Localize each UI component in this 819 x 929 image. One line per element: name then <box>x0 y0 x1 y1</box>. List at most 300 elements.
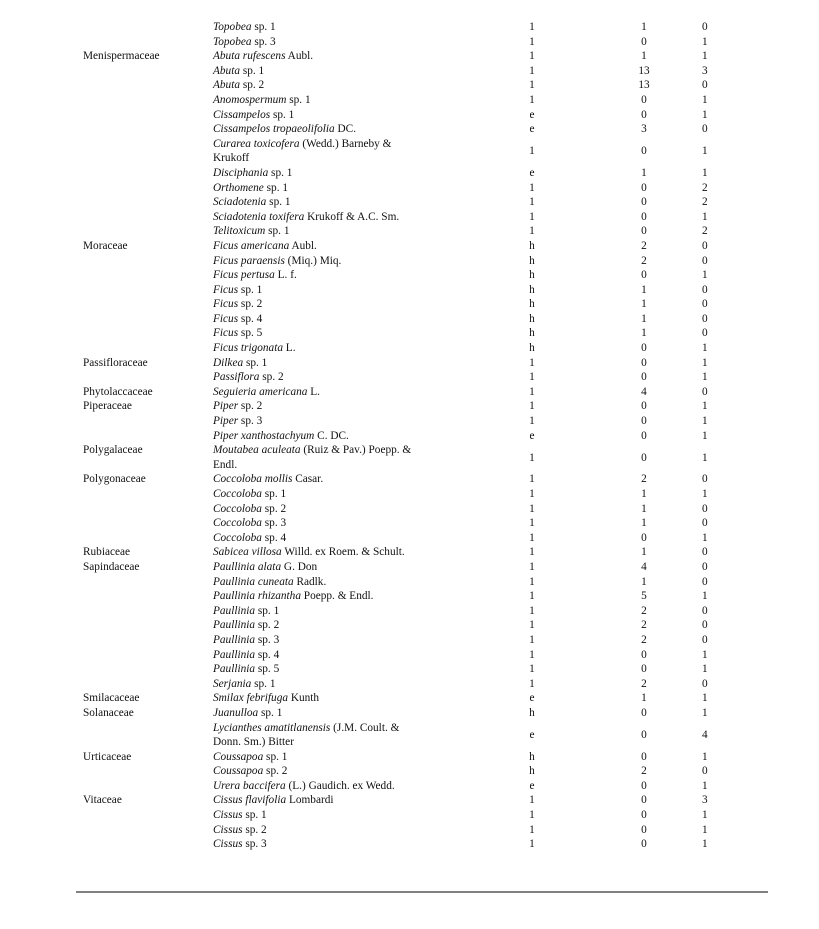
value-cell-2: 0 <box>641 210 647 223</box>
species-authority: sp. 2 <box>255 619 280 632</box>
species-name <box>213 823 425 838</box>
value-cell-1: 1 <box>529 35 535 48</box>
table-row <box>0 633 786 648</box>
species-cell <box>213 385 478 400</box>
species-name <box>213 545 425 560</box>
species-authority: sp. 1 <box>263 181 288 194</box>
species-binomial: Coussapoa <box>213 750 264 763</box>
value-cell-2: 5 <box>641 590 647 603</box>
value-cell-2: 2 <box>641 677 647 690</box>
table-row <box>0 575 786 590</box>
species-binomial: Ficus <box>213 298 239 311</box>
family-cell: Solanaceae <box>83 706 134 719</box>
value-cell-2: 0 <box>641 451 647 464</box>
species-name <box>213 560 425 575</box>
species-cell <box>213 750 478 765</box>
value-cell-3: 0 <box>702 517 708 530</box>
species-name <box>213 837 425 852</box>
species-name <box>213 721 425 750</box>
value-cell-1: h <box>529 254 535 267</box>
species-name <box>213 49 425 64</box>
family-cell <box>0 575 213 590</box>
value-cell-3: 1 <box>702 93 708 106</box>
value-cell-1: h <box>529 239 535 252</box>
species-cell <box>213 677 478 692</box>
value-cell-3: 1 <box>702 663 708 676</box>
species-authority: sp. 5 <box>238 327 263 340</box>
family-cell <box>0 210 213 225</box>
table-row <box>0 837 786 852</box>
species-cell <box>213 487 478 502</box>
table-row <box>0 326 786 341</box>
species-authority: sp. 1 <box>243 356 268 369</box>
species-binomial: Disciphania <box>213 166 269 179</box>
species-authority: (L.) Gaudich. ex Wedd. <box>285 779 395 792</box>
species-authority: sp. 1 <box>270 108 295 121</box>
species-binomial: Ficus trigonata <box>213 342 283 355</box>
species-authority: sp. 3 <box>242 838 267 851</box>
value-cell-1: 1 <box>529 371 535 384</box>
value-cell-2: 0 <box>641 342 647 355</box>
species-cell <box>213 793 478 808</box>
value-cell-2: 3 <box>641 123 647 136</box>
species-name <box>213 166 425 181</box>
family-cell <box>0 64 213 79</box>
species-authority: Radlk. <box>293 575 327 588</box>
family-cell <box>0 487 213 502</box>
value-cell-2: 2 <box>641 254 647 267</box>
table-row <box>0 239 786 254</box>
species-authority: sp. 2 <box>263 765 288 778</box>
value-cell-1: 1 <box>529 823 535 836</box>
species-name <box>213 20 425 35</box>
value-cell-3: 1 <box>702 488 708 500</box>
value-cell-1: 1 <box>529 546 535 559</box>
species-cell <box>213 341 478 356</box>
species-cell <box>213 356 478 371</box>
species-authority: Aubl. <box>289 239 317 252</box>
value-cell-3: 0 <box>702 765 708 778</box>
table-bottom-rule <box>76 891 768 893</box>
value-cell-1: 1 <box>529 400 535 413</box>
family-cell: Vitaceae <box>83 794 122 807</box>
value-cell-2: 1 <box>641 283 647 296</box>
species-cell <box>213 429 478 444</box>
species-binomial: Ficus pertusa <box>213 269 275 282</box>
value-cell-3: 2 <box>702 196 708 209</box>
value-cell-2: 0 <box>641 371 647 384</box>
value-cell-1: 1 <box>529 451 535 464</box>
table-row <box>0 224 786 239</box>
family-cell: Polygalaceae <box>83 444 143 457</box>
value-cell-2: 0 <box>641 400 647 413</box>
species-cell <box>213 443 478 472</box>
species-cell <box>213 297 478 312</box>
family-cell <box>0 137 213 166</box>
species-cell <box>213 589 478 604</box>
value-cell-3: 0 <box>702 619 708 632</box>
species-authority: sp. 2 <box>238 400 263 413</box>
species-authority: Aubl. <box>285 50 314 63</box>
species-cell <box>213 414 478 429</box>
species-name <box>213 706 425 721</box>
value-cell-1: 1 <box>529 385 535 398</box>
value-cell-2: 0 <box>641 809 647 822</box>
species-authority: sp. 1 <box>266 196 291 209</box>
family-cell: Smilacaceae <box>83 692 140 705</box>
value-cell-3: 4 <box>702 728 708 741</box>
family-cell <box>0 326 213 341</box>
table-row <box>0 312 786 327</box>
species-binomial: Cissampelos <box>213 108 271 121</box>
value-cell-1: h <box>529 750 535 763</box>
value-cell-3: 1 <box>702 356 708 369</box>
family-cell <box>0 181 213 196</box>
value-cell-3: 1 <box>702 166 708 179</box>
value-cell-3: 1 <box>702 451 708 464</box>
value-cell-3: 0 <box>702 239 708 252</box>
value-cell-1: 1 <box>529 794 535 807</box>
species-cell <box>213 837 478 852</box>
value-cell-2: 2 <box>641 633 647 646</box>
value-cell-1: 1 <box>529 210 535 223</box>
species-cell <box>213 706 478 721</box>
table-row <box>0 706 786 721</box>
value-cell-2: 2 <box>641 473 647 486</box>
table-row <box>0 721 786 750</box>
species-name <box>213 633 425 648</box>
value-cell-1: 1 <box>529 648 535 661</box>
value-cell-1: e <box>529 166 535 179</box>
value-cell-3: 2 <box>702 181 708 194</box>
table-row <box>0 662 786 677</box>
species-name <box>213 589 425 604</box>
species-authority: sp. 4 <box>255 648 280 661</box>
table-row <box>0 531 786 546</box>
species-cell <box>213 122 478 137</box>
table-row <box>0 502 786 517</box>
table-row <box>0 399 786 414</box>
value-cell-3: 1 <box>702 809 708 822</box>
species-name <box>213 750 425 765</box>
table-row <box>0 750 786 765</box>
table-row <box>0 604 786 619</box>
family-cell <box>0 166 213 181</box>
species-authority: sp. 2 <box>259 371 284 384</box>
species-name <box>213 618 425 633</box>
value-cell-1: 1 <box>529 517 535 530</box>
species-cell <box>213 108 478 123</box>
table-row <box>0 268 786 283</box>
family-cell <box>0 224 213 239</box>
value-cell-2: 4 <box>641 560 647 573</box>
table-row <box>0 122 786 137</box>
table-row <box>0 370 786 385</box>
value-cell-2: 1 <box>641 166 647 179</box>
species-name <box>213 793 425 808</box>
species-cell <box>213 516 478 531</box>
species-authority: (Wedd.) Barneby & Krukoff <box>213 137 392 165</box>
species-cell <box>213 166 478 181</box>
value-cell-2: 0 <box>641 108 647 121</box>
table-row <box>0 823 786 838</box>
value-cell-1: 1 <box>529 531 535 544</box>
family-cell: Sapindaceae <box>83 560 140 573</box>
value-cell-3: 1 <box>702 415 708 428</box>
value-cell-3: 1 <box>702 692 708 705</box>
species-authority: sp. 1 <box>238 283 263 296</box>
species-authority: Poepp. & Endl. <box>300 590 374 603</box>
value-cell-2: 1 <box>641 312 647 325</box>
species-cell <box>213 531 478 546</box>
species-cell <box>213 370 478 385</box>
species-cell <box>213 691 478 706</box>
value-cell-3: 1 <box>702 145 708 158</box>
value-cell-1: 1 <box>529 619 535 632</box>
value-cell-2: 4 <box>641 385 647 398</box>
family-cell <box>0 531 213 546</box>
species-name <box>213 516 425 531</box>
value-cell-1: 1 <box>529 79 535 92</box>
species-binomial: Coccoloba <box>213 517 262 530</box>
table-row <box>0 764 786 779</box>
value-cell-2: 0 <box>641 823 647 836</box>
value-cell-3: 1 <box>702 531 708 544</box>
species-binomial: Cissus <box>213 823 243 836</box>
family-cell: Polygonaceae <box>83 473 146 486</box>
table-row <box>0 195 786 210</box>
family-cell: Urticaceae <box>83 750 132 763</box>
family-cell <box>0 268 213 283</box>
family-cell <box>0 414 213 429</box>
species-name <box>213 370 425 385</box>
value-cell-3: 1 <box>702 779 708 792</box>
value-cell-3: 0 <box>702 327 708 340</box>
family-cell: Piperaceae <box>83 400 132 413</box>
species-cell <box>213 20 478 35</box>
table-row <box>0 181 786 196</box>
table-row <box>0 108 786 123</box>
species-binomial: Lycianthes amatitlanensis <box>213 721 331 734</box>
species-binomial: Piper <box>213 415 239 428</box>
species-binomial: Paullinia <box>213 663 256 676</box>
species-name <box>213 312 425 327</box>
species-name <box>213 472 425 487</box>
family-cell: Rubiaceae <box>83 546 131 559</box>
table-row <box>0 691 786 706</box>
family-cell <box>0 429 213 444</box>
species-binomial: Moutabea aculeata <box>213 444 301 457</box>
species-name <box>213 268 425 283</box>
family-cell <box>0 779 213 794</box>
species-authority: sp. 1 <box>261 488 287 500</box>
value-cell-2: 1 <box>641 298 647 311</box>
value-cell-1: e <box>529 728 535 741</box>
species-name <box>213 78 425 93</box>
family-cell <box>0 516 213 531</box>
species-authority: Krukoff & A.C. Sm. <box>304 210 400 223</box>
species-cell <box>213 181 478 196</box>
species-cell <box>213 648 478 663</box>
species-cell <box>213 224 478 239</box>
species-binomial: Paullinia <box>213 604 256 617</box>
species-binomial: Serjania <box>213 677 252 690</box>
species-name <box>213 691 425 706</box>
species-binomial: Curarea toxicofera <box>213 137 300 150</box>
species-binomial: Ficus <box>213 283 239 296</box>
species-authority: sp. 1 <box>258 706 283 719</box>
species-binomial: Paullinia <box>213 648 256 661</box>
species-name <box>213 137 425 166</box>
species-authority: L. f. <box>274 269 297 282</box>
value-cell-3: 1 <box>702 371 708 384</box>
species-cell <box>213 472 478 487</box>
value-cell-1: 1 <box>529 663 535 676</box>
value-cell-2: 0 <box>641 794 647 807</box>
species-name <box>213 122 425 137</box>
species-authority: sp. 1 <box>251 21 276 33</box>
value-cell-2: 1 <box>641 517 647 530</box>
table-row <box>0 20 786 35</box>
species-name <box>213 93 425 108</box>
species-authority: L. <box>282 342 296 355</box>
table-row <box>0 648 786 663</box>
species-cell <box>213 721 478 750</box>
value-cell-1: 1 <box>529 415 535 428</box>
table-row <box>0 64 786 79</box>
value-cell-1: h <box>529 342 535 355</box>
family-cell <box>0 502 213 517</box>
species-authority: sp. 3 <box>251 35 276 48</box>
species-cell <box>213 35 478 50</box>
value-cell-2: 1 <box>641 575 647 588</box>
species-authority: DC. <box>334 123 357 136</box>
species-cell <box>213 312 478 327</box>
family-cell <box>0 283 213 298</box>
species-binomial: Telitoxicum <box>213 225 266 238</box>
species-name <box>213 443 425 472</box>
family-cell <box>0 618 213 633</box>
value-cell-1: h <box>529 765 535 778</box>
family-cell <box>0 823 213 838</box>
family-cell <box>0 341 213 356</box>
family-cell <box>0 648 213 663</box>
species-name <box>213 429 425 444</box>
value-cell-2: 0 <box>641 838 647 851</box>
species-cell <box>213 268 478 283</box>
species-name <box>213 414 425 429</box>
value-cell-2: 0 <box>641 181 647 194</box>
species-name <box>213 181 425 196</box>
family-cell <box>0 370 213 385</box>
species-cell <box>213 239 478 254</box>
value-cell-3: 1 <box>702 269 708 282</box>
species-binomial: Paullinia rhizantha <box>213 590 301 603</box>
value-cell-1: 1 <box>529 64 535 77</box>
value-cell-3: 0 <box>702 385 708 398</box>
species-authority: C. DC. <box>314 429 349 442</box>
species-binomial: Urera baccifera <box>213 779 286 792</box>
species-name <box>213 297 425 312</box>
value-cell-1: 1 <box>529 575 535 588</box>
species-binomial: Abuta <box>213 64 240 77</box>
species-binomial: Abuta rufescens <box>213 50 286 63</box>
value-cell-2: 0 <box>641 145 647 158</box>
family-cell <box>0 93 213 108</box>
species-authority: sp. 3 <box>238 415 263 428</box>
species-name <box>213 356 425 371</box>
table-row <box>0 297 786 312</box>
species-name <box>213 64 425 79</box>
species-cell <box>213 137 478 166</box>
value-cell-1: 1 <box>529 181 535 194</box>
species-cell <box>213 326 478 341</box>
species-name <box>213 531 425 546</box>
value-cell-1: 1 <box>529 473 535 486</box>
table-row <box>0 618 786 633</box>
value-cell-2: 0 <box>641 779 647 792</box>
value-cell-1: 1 <box>529 356 535 369</box>
table-row <box>0 283 786 298</box>
value-cell-3: 0 <box>702 79 708 92</box>
value-cell-1: e <box>529 123 535 136</box>
species-binomial: Topobea <box>213 35 252 48</box>
value-cell-2: 1 <box>641 502 647 515</box>
species-authority: Kunth <box>288 692 320 705</box>
value-cell-3: 0 <box>702 546 708 559</box>
value-cell-1: 1 <box>529 560 535 573</box>
value-cell-3: 0 <box>702 677 708 690</box>
value-cell-3: 1 <box>702 50 708 63</box>
species-name <box>213 808 425 823</box>
species-authority: sp. 3 <box>255 633 280 646</box>
value-cell-2: 13 <box>638 79 650 92</box>
family-cell <box>0 108 213 123</box>
table-row <box>0 487 786 502</box>
species-authority: sp. 3 <box>261 517 287 530</box>
value-cell-2: 2 <box>641 604 647 617</box>
species-authority: sp. 5 <box>255 663 280 676</box>
species-binomial: Smilax febrifuga <box>213 692 288 705</box>
species-authority: sp. 4 <box>261 531 287 544</box>
species-binomial: Ficus <box>213 327 239 340</box>
species-binomial: Sciadotenia toxifera <box>213 210 305 223</box>
value-cell-2: 0 <box>641 728 647 741</box>
species-cell <box>213 502 478 517</box>
value-cell-1: 1 <box>529 145 535 158</box>
species-cell <box>213 823 478 838</box>
value-cell-1: h <box>529 269 535 282</box>
value-cell-2: 2 <box>641 619 647 632</box>
value-cell-1: 1 <box>529 633 535 646</box>
family-cell: Phytolaccaceae <box>83 385 153 398</box>
species-cell <box>213 545 478 560</box>
value-cell-3: 0 <box>702 21 708 33</box>
value-cell-1: h <box>529 312 535 325</box>
species-authority: G. Don <box>281 560 318 573</box>
species-binomial: Ficus americana <box>213 239 290 252</box>
value-cell-3: 1 <box>702 590 708 603</box>
table-row <box>0 414 786 429</box>
species-binomial: Coussapoa <box>213 765 264 778</box>
value-cell-1: h <box>529 327 535 340</box>
table-row <box>0 137 786 166</box>
species-binomial: Abuta <box>213 79 240 92</box>
value-cell-2: 2 <box>641 765 647 778</box>
species-authority: (Ruiz & Pav.) Poepp. & Endl. <box>213 444 412 471</box>
value-cell-2: 0 <box>641 269 647 282</box>
value-cell-3: 0 <box>702 575 708 588</box>
